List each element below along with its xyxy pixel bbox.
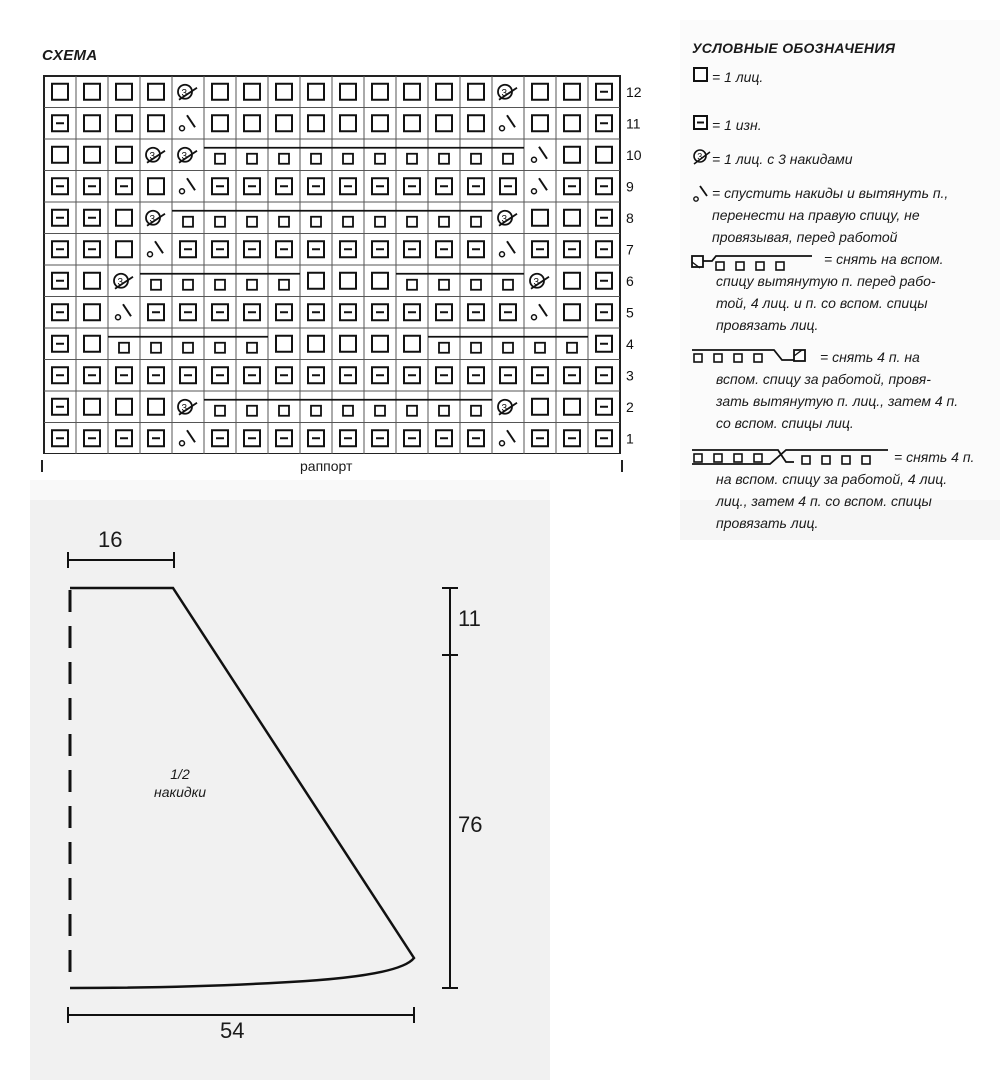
knit-cell	[276, 84, 292, 100]
knit-cell	[308, 84, 324, 100]
knit-cell	[404, 115, 420, 131]
knit-cell	[244, 84, 260, 100]
knit-cell	[372, 336, 388, 352]
svg-text:3: 3	[117, 276, 124, 288]
knit-cell	[372, 115, 388, 131]
knit-cell	[436, 84, 452, 100]
knit-cell	[340, 84, 356, 100]
knit-cell	[372, 273, 388, 289]
knit-cell	[596, 147, 612, 163]
svg-text:3: 3	[181, 87, 188, 99]
knit-cell	[148, 399, 164, 415]
legend-drop-text: = спустить накиды и вытянуть п., перенести на правую спицу, не провязывая, перед работой	[712, 185, 949, 245]
scheme-title: СХЕМА	[42, 47, 98, 64]
knit-cell	[404, 84, 420, 100]
knit-cell	[84, 336, 100, 352]
legend-yarnover-text: = 1 лиц. с 3 накидами	[712, 151, 853, 167]
svg-text:3: 3	[501, 87, 508, 99]
triple-yarnover-icon	[694, 150, 710, 164]
knit-cell	[340, 273, 356, 289]
piece-label: 1/2 накидки	[153, 766, 207, 800]
knit-cell	[116, 147, 132, 163]
knit-cell	[116, 115, 132, 131]
knit-cell	[468, 115, 484, 131]
svg-text:3: 3	[697, 151, 703, 162]
knit-cell	[564, 84, 580, 100]
piece-outline	[70, 588, 414, 988]
rapport-label: раппорт	[300, 458, 353, 474]
legend-cross-back-text: = снять 4 п. на вспом. спицу за работой, провя- зать вытянутую п. лиц., затем 4 п. со вспом. спицы лиц.	[716, 349, 959, 431]
knit-cell	[468, 84, 484, 100]
knit-cell	[564, 210, 580, 226]
knit-cell	[212, 115, 228, 131]
knit-cell	[308, 273, 324, 289]
knit-cell	[116, 210, 132, 226]
row-number: 6	[626, 272, 634, 289]
svg-text:3: 3	[533, 276, 540, 288]
legend-cable-text: = снять 4 п. на вспом. спицу за работой, 4 лиц. лиц., затем 4 п. со вспом. спицы провязать лиц.	[716, 449, 975, 531]
knit-cell	[52, 147, 68, 163]
knit-square-icon	[694, 68, 707, 81]
pattern-piece	[40, 530, 520, 1030]
knit-cell	[84, 273, 100, 289]
knit-cell	[372, 84, 388, 100]
dim-right-height: 76	[458, 812, 483, 837]
dim-right-top: 11	[458, 606, 481, 631]
knit-cell	[148, 84, 164, 100]
knit-cell	[564, 115, 580, 131]
knit-cell	[84, 115, 100, 131]
row-number: 5	[626, 304, 634, 321]
row-number: 4	[626, 335, 634, 352]
row-number: 1	[626, 430, 634, 447]
knit-cell	[276, 115, 292, 131]
knit-cell	[244, 115, 260, 131]
legend-knit-text: = 1 лиц.	[712, 69, 764, 85]
row-number: 3	[626, 367, 634, 384]
drop-yarnovers-icon	[694, 186, 707, 201]
knit-cell	[84, 304, 100, 320]
knit-cell	[84, 147, 100, 163]
svg-text:3: 3	[149, 150, 156, 162]
legend-purl-text: = 1 изн.	[712, 117, 762, 133]
row-number: 2	[626, 398, 634, 415]
row-number: 7	[626, 241, 634, 258]
knit-cell	[84, 399, 100, 415]
svg-text:3: 3	[501, 402, 508, 414]
row-number: 10	[626, 146, 642, 163]
knit-cell	[436, 115, 452, 131]
knit-cell	[116, 84, 132, 100]
knit-cell	[340, 115, 356, 131]
knit-cell	[564, 273, 580, 289]
row-number: 12	[626, 83, 642, 100]
knit-cell	[532, 210, 548, 226]
knit-cell	[116, 241, 132, 257]
knit-cell	[84, 84, 100, 100]
knit-cell	[340, 336, 356, 352]
knit-cell	[116, 399, 132, 415]
knit-cell	[148, 178, 164, 194]
legend-cross-front-text: = снять на вспом. спицу вытянутую п. перед рабо- той, 4 лиц. и п. со вспом. спицы провязать лиц.	[716, 251, 944, 333]
knit-cell	[212, 84, 228, 100]
dim-top-width: 16	[98, 527, 123, 552]
svg-text:3: 3	[149, 213, 156, 225]
svg-text:3: 3	[181, 150, 188, 162]
row-number: 9	[626, 178, 634, 195]
row-number: 8	[626, 209, 634, 226]
purl-square-icon	[694, 116, 707, 129]
knitting-chart	[42, 74, 667, 454]
knit-cell	[532, 84, 548, 100]
knit-cell	[52, 84, 68, 100]
row-number: 11	[626, 115, 641, 132]
knit-cell	[532, 399, 548, 415]
svg-text:3: 3	[181, 402, 188, 414]
knit-cell	[532, 115, 548, 131]
svg-text:3: 3	[501, 213, 508, 225]
knit-cell	[148, 115, 164, 131]
knit-cell	[308, 115, 324, 131]
knit-cell	[564, 147, 580, 163]
knit-cell	[564, 304, 580, 320]
knit-cell	[308, 336, 324, 352]
dim-bottom-width: 54	[220, 1018, 245, 1043]
knit-cell	[404, 336, 420, 352]
legend-title: УСЛОВНЫЕ ОБОЗНАЧЕНИЯ	[692, 40, 896, 56]
knit-cell	[276, 336, 292, 352]
knit-cell	[564, 399, 580, 415]
